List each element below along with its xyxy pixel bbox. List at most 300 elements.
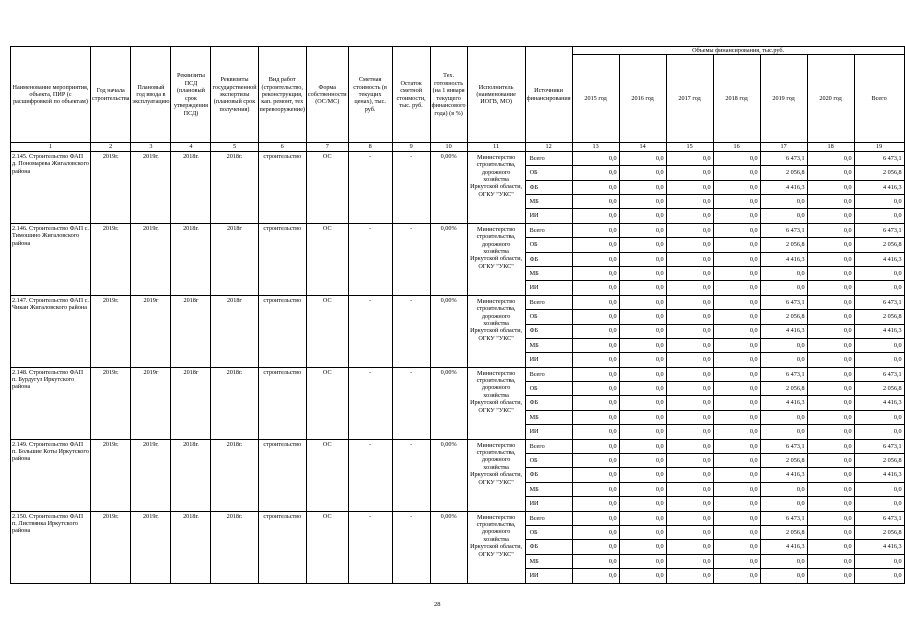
funding-value: 0,0: [572, 338, 619, 352]
expertise-date: 2018г.: [211, 151, 258, 223]
funding-value: 0,0: [572, 454, 619, 468]
funding-source: ФБ: [525, 324, 572, 338]
funding-value: 0,0: [666, 209, 713, 223]
start-year: 2019г.: [91, 223, 131, 295]
ownership-form: ОС: [306, 295, 348, 367]
funding-value: 2 056,8: [760, 310, 807, 324]
funding-value: 0,0: [619, 209, 666, 223]
funding-value: 0,0: [666, 569, 713, 583]
readiness-percent: 0,00%: [430, 295, 467, 367]
total-value: 0,0: [854, 194, 904, 208]
funding-source: ИИ: [525, 209, 572, 223]
funding-value: 0,0: [807, 396, 854, 410]
total-value: 0,0: [854, 569, 904, 583]
funding-value: 0,0: [666, 425, 713, 439]
remaining-cost: -: [392, 367, 430, 439]
total-value: 6 473,1: [854, 367, 904, 381]
funding-value: 0,0: [713, 554, 760, 568]
col-cost-header: Сметная стоимость (в текущих ценах), тыс. руб.: [348, 47, 392, 143]
funding-value: 0,0: [572, 540, 619, 554]
funding-value: 0,0: [713, 497, 760, 511]
funding-value: 0,0: [760, 209, 807, 223]
funding-value: 0,0: [713, 468, 760, 482]
header-row-1: [11, 47, 905, 55]
funding-source: ИИ: [525, 425, 572, 439]
column-number: 3: [131, 143, 171, 151]
funding-value: 0,0: [760, 353, 807, 367]
funding-value: 0,0: [807, 525, 854, 539]
executor: Министерство строительства, дорожного хозяйства Иркутской области, ОГКУ "УКС": [467, 295, 525, 367]
funding-value: 4 416,3: [760, 396, 807, 410]
total-value: 2 056,8: [854, 310, 904, 324]
remaining-cost: -: [392, 223, 430, 295]
funding-source: ОБ: [525, 310, 572, 324]
total-value: 4 416,3: [854, 324, 904, 338]
funding-value: 0,0: [666, 511, 713, 525]
col-work-header: Вид работ (строительство, реконструкция, кап. ремонт, тех перевооружение): [258, 47, 306, 143]
funding-value: 0,0: [572, 439, 619, 453]
funding-value: 4 416,3: [760, 540, 807, 554]
work-type: строительство: [258, 439, 306, 511]
funding-value: 0,0: [807, 194, 854, 208]
funding-value: 0,0: [666, 482, 713, 496]
funding-value: 6 473,1: [760, 151, 807, 165]
funding-value: 0,0: [572, 180, 619, 194]
funding-value: 0,0: [807, 367, 854, 381]
funding-value: 0,0: [572, 194, 619, 208]
funding-value: 0,0: [807, 454, 854, 468]
object-name: 2.147. Строительство ФАП с. Чикан Жигаловского района: [11, 295, 91, 367]
funding-value: 0,0: [619, 324, 666, 338]
funding-source: ФБ: [525, 252, 572, 266]
funding-value: 0,0: [619, 439, 666, 453]
funding-value: 0,0: [572, 209, 619, 223]
funding-source: Всего: [525, 367, 572, 381]
funding-value: 0,0: [619, 497, 666, 511]
object-name: 2.146. Строительство ФАП с. Тимошино Жигаловского района: [11, 223, 91, 295]
funding-source: ОБ: [525, 382, 572, 396]
column-number: 9: [392, 143, 430, 151]
psd-date: 2018г.: [171, 223, 211, 295]
total-value: 6 473,1: [854, 439, 904, 453]
column-number: 15: [666, 143, 713, 151]
funding-value: 0,0: [666, 497, 713, 511]
total-value: 4 416,3: [854, 540, 904, 554]
readiness-percent: 0,00%: [430, 151, 467, 223]
funding-source: ИИ: [525, 497, 572, 511]
funding-value: 0,0: [807, 382, 854, 396]
total-value: 0,0: [854, 338, 904, 352]
funding-value: 0,0: [713, 151, 760, 165]
funding-table: [10, 46, 905, 584]
column-number: 17: [760, 143, 807, 151]
funding-value: 0,0: [619, 338, 666, 352]
funding-value: 0,0: [807, 295, 854, 309]
executor: Министерство строительства, дорожного хозяйства Иркутской области, ОГКУ "УКС": [467, 367, 525, 439]
table-row: [11, 511, 905, 525]
funding-value: 0,0: [572, 281, 619, 295]
funding-value: 0,0: [666, 238, 713, 252]
expertise-date: 2018г: [211, 223, 258, 295]
funding-value: 0,0: [619, 525, 666, 539]
page-number: 28: [434, 601, 441, 608]
funding-value: 0,0: [807, 324, 854, 338]
ownership-form: ОС: [306, 151, 348, 223]
funding-value: 0,0: [619, 468, 666, 482]
total-value: 4 416,3: [854, 396, 904, 410]
funding-value: 0,0: [572, 353, 619, 367]
total-value: 2 056,8: [854, 525, 904, 539]
column-number: 1: [11, 143, 91, 151]
funding-value: 0,0: [572, 295, 619, 309]
funding-value: 0,0: [619, 367, 666, 381]
column-number: 18: [807, 143, 854, 151]
funding-value: 0,0: [807, 468, 854, 482]
funding-value: 2 056,8: [760, 166, 807, 180]
funding-value: 0,0: [760, 266, 807, 280]
table-row: [11, 295, 905, 309]
funding-value: 0,0: [713, 252, 760, 266]
year-header: 2016 год: [619, 55, 666, 143]
table-row: [11, 151, 905, 165]
total-value: 6 473,1: [854, 295, 904, 309]
funding-value: 0,0: [666, 554, 713, 568]
remaining-cost: -: [392, 439, 430, 511]
funding-value: 2 056,8: [760, 525, 807, 539]
readiness-percent: 0,00%: [430, 439, 467, 511]
funding-value: 0,0: [713, 569, 760, 583]
funding-source: ИИ: [525, 353, 572, 367]
funding-source: Всего: [525, 151, 572, 165]
funding-value: 0,0: [807, 497, 854, 511]
funding-value: 0,0: [760, 410, 807, 424]
funding-value: 0,0: [807, 180, 854, 194]
funding-value: 0,0: [666, 281, 713, 295]
funding-value: 6 473,1: [760, 439, 807, 453]
funding-value: 0,0: [713, 454, 760, 468]
commission-year: 2019г: [131, 367, 171, 439]
funding-group-header: Объемы финансирования, тыс.руб.: [572, 47, 904, 55]
funding-value: 0,0: [619, 569, 666, 583]
funding-value: 0,0: [619, 151, 666, 165]
funding-value: 0,0: [807, 310, 854, 324]
funding-value: 0,0: [807, 482, 854, 496]
column-number: 4: [171, 143, 211, 151]
funding-value: 0,0: [666, 396, 713, 410]
funding-source: МБ: [525, 482, 572, 496]
commission-year: 2019г.: [131, 439, 171, 511]
funding-value: 0,0: [572, 151, 619, 165]
estimated-cost: -: [348, 151, 392, 223]
funding-value: 2 056,8: [760, 238, 807, 252]
funding-value: 0,0: [713, 382, 760, 396]
funding-value: 4 416,3: [760, 468, 807, 482]
year-header: 2015 год: [572, 55, 619, 143]
funding-value: 0,0: [619, 511, 666, 525]
psd-date: 2018г.: [171, 511, 211, 583]
col-remaining-header: Остаток сметной стоимости, тыс. руб.: [392, 47, 430, 143]
funding-value: 0,0: [807, 353, 854, 367]
funding-value: 0,0: [572, 554, 619, 568]
commission-year: 2019г.: [131, 151, 171, 223]
funding-value: 6 473,1: [760, 367, 807, 381]
column-number: 11: [467, 143, 525, 151]
column-number: 6: [258, 143, 306, 151]
funding-value: 0,0: [713, 396, 760, 410]
total-value: 0,0: [854, 281, 904, 295]
funding-value: 0,0: [666, 410, 713, 424]
funding-value: 0,0: [807, 166, 854, 180]
expertise-date: 2018г.: [211, 367, 258, 439]
remaining-cost: -: [392, 511, 430, 583]
funding-value: 0,0: [572, 482, 619, 496]
psd-date: 2018г: [171, 367, 211, 439]
funding-value: 0,0: [807, 569, 854, 583]
funding-value: 0,0: [713, 338, 760, 352]
funding-value: 0,0: [619, 252, 666, 266]
start-year: 2019г.: [91, 439, 131, 511]
table-row: [11, 439, 905, 453]
funding-value: 0,0: [713, 223, 760, 237]
table-row: [11, 223, 905, 237]
funding-value: 0,0: [807, 511, 854, 525]
total-value: 0,0: [854, 353, 904, 367]
funding-value: 0,0: [666, 540, 713, 554]
funding-value: 0,0: [666, 367, 713, 381]
start-year: 2019г.: [91, 151, 131, 223]
commission-year: 2019г: [131, 295, 171, 367]
funding-value: 0,0: [713, 353, 760, 367]
funding-value: 0,0: [713, 295, 760, 309]
funding-value: 0,0: [666, 223, 713, 237]
funding-source: МБ: [525, 194, 572, 208]
funding-value: 0,0: [666, 468, 713, 482]
year-header: 2017 год: [666, 55, 713, 143]
remaining-cost: -: [392, 151, 430, 223]
readiness-percent: 0,00%: [430, 367, 467, 439]
funding-value: 2 056,8: [760, 454, 807, 468]
column-number: 2: [91, 143, 131, 151]
column-number: 13: [572, 143, 619, 151]
funding-value: 0,0: [572, 425, 619, 439]
total-value: 4 416,3: [854, 180, 904, 194]
funding-value: 0,0: [572, 166, 619, 180]
funding-source: ИИ: [525, 281, 572, 295]
funding-value: 0,0: [666, 454, 713, 468]
column-number: 8: [348, 143, 392, 151]
column-number: 7: [306, 143, 348, 151]
funding-value: 0,0: [713, 410, 760, 424]
readiness-percent: 0,00%: [430, 223, 467, 295]
readiness-percent: 0,00%: [430, 511, 467, 583]
psd-date: 2018г.: [171, 439, 211, 511]
funding-value: 0,0: [713, 540, 760, 554]
funding-value: 0,0: [807, 425, 854, 439]
total-value: 4 416,3: [854, 252, 904, 266]
remaining-cost: -: [392, 295, 430, 367]
funding-value: 0,0: [619, 194, 666, 208]
funding-value: 0,0: [572, 223, 619, 237]
funding-value: 0,0: [619, 166, 666, 180]
funding-value: 0,0: [713, 266, 760, 280]
funding-value: 0,0: [666, 338, 713, 352]
funding-value: 4 416,3: [760, 180, 807, 194]
funding-value: 0,0: [666, 353, 713, 367]
col-ownership-header: Форма собственности (ОС/МС): [306, 47, 348, 143]
funding-value: 0,0: [572, 525, 619, 539]
funding-value: 0,0: [666, 324, 713, 338]
funding-value: 0,0: [760, 497, 807, 511]
estimated-cost: -: [348, 295, 392, 367]
funding-value: 0,0: [713, 511, 760, 525]
funding-source: Всего: [525, 439, 572, 453]
work-type: строительство: [258, 151, 306, 223]
psd-date: 2018г: [171, 295, 211, 367]
funding-value: 0,0: [713, 425, 760, 439]
funding-value: 0,0: [572, 410, 619, 424]
expertise-date: 2018г.: [211, 439, 258, 511]
funding-value: 0,0: [760, 281, 807, 295]
document-page: [10, 46, 905, 584]
funding-source: ФБ: [525, 180, 572, 194]
total-value: 2 056,8: [854, 238, 904, 252]
start-year: 2019г.: [91, 295, 131, 367]
funding-source: ФБ: [525, 396, 572, 410]
funding-value: 0,0: [807, 252, 854, 266]
estimated-cost: -: [348, 439, 392, 511]
funding-value: 0,0: [807, 209, 854, 223]
funding-value: 0,0: [572, 252, 619, 266]
column-number: 10: [430, 143, 467, 151]
funding-value: 0,0: [713, 209, 760, 223]
funding-value: 0,0: [572, 324, 619, 338]
funding-value: 0,0: [713, 525, 760, 539]
funding-value: 0,0: [619, 310, 666, 324]
funding-value: 0,0: [619, 540, 666, 554]
col-expertise-header: Реквизиты государственной экспертизы (плановый срок получения): [211, 47, 258, 143]
work-type: строительство: [258, 295, 306, 367]
funding-value: 0,0: [619, 281, 666, 295]
funding-value: 0,0: [572, 382, 619, 396]
funding-value: 0,0: [619, 295, 666, 309]
funding-value: 0,0: [807, 410, 854, 424]
funding-value: 0,0: [666, 166, 713, 180]
total-value: 2 056,8: [854, 166, 904, 180]
year-header: 2018 год: [713, 55, 760, 143]
funding-value: 0,0: [572, 468, 619, 482]
expertise-date: 2018г.: [211, 511, 258, 583]
funding-value: 0,0: [807, 223, 854, 237]
funding-value: 0,0: [619, 425, 666, 439]
funding-source: ОБ: [525, 525, 572, 539]
funding-value: 0,0: [807, 238, 854, 252]
total-value: 0,0: [854, 554, 904, 568]
funding-value: 0,0: [713, 238, 760, 252]
funding-value: 0,0: [619, 180, 666, 194]
column-numbers-row: [11, 143, 905, 151]
ownership-form: ОС: [306, 439, 348, 511]
total-value: 6 473,1: [854, 151, 904, 165]
funding-source: ИИ: [525, 569, 572, 583]
funding-value: 0,0: [666, 252, 713, 266]
estimated-cost: -: [348, 223, 392, 295]
funding-value: 0,0: [666, 295, 713, 309]
work-type: строительство: [258, 223, 306, 295]
funding-value: 0,0: [619, 223, 666, 237]
funding-source: Всего: [525, 511, 572, 525]
funding-value: 6 473,1: [760, 295, 807, 309]
funding-value: 0,0: [807, 151, 854, 165]
start-year: 2019г.: [91, 367, 131, 439]
object-name: 2.149. Строительство ФАП п. Большие Коты Иркутского района: [11, 439, 91, 511]
ownership-form: ОС: [306, 223, 348, 295]
total-value: 0,0: [854, 482, 904, 496]
column-number: 19: [854, 143, 904, 151]
funding-value: 0,0: [666, 194, 713, 208]
funding-value: 0,0: [760, 194, 807, 208]
funding-value: 0,0: [572, 497, 619, 511]
funding-value: 0,0: [666, 310, 713, 324]
col-source-header: Источники финансирования: [525, 47, 572, 143]
funding-source: ФБ: [525, 468, 572, 482]
funding-value: 4 416,3: [760, 252, 807, 266]
funding-source: ОБ: [525, 238, 572, 252]
funding-value: 0,0: [807, 439, 854, 453]
commission-year: 2019г.: [131, 511, 171, 583]
funding-value: 0,0: [713, 324, 760, 338]
funding-value: 0,0: [713, 281, 760, 295]
funding-value: 0,0: [713, 180, 760, 194]
funding-value: 0,0: [666, 180, 713, 194]
funding-value: 0,0: [572, 238, 619, 252]
total-value: 2 056,8: [854, 454, 904, 468]
estimated-cost: -: [348, 367, 392, 439]
funding-value: 0,0: [666, 439, 713, 453]
funding-value: 0,0: [807, 338, 854, 352]
funding-value: 0,0: [713, 482, 760, 496]
executor: Министерство строительства, дорожного хозяйства Иркутской области, ОГКУ "УКС": [467, 223, 525, 295]
total-value: 6 473,1: [854, 511, 904, 525]
funding-source: МБ: [525, 554, 572, 568]
funding-value: 0,0: [572, 569, 619, 583]
funding-value: 0,0: [760, 338, 807, 352]
funding-value: 0,0: [713, 194, 760, 208]
funding-value: 0,0: [572, 310, 619, 324]
funding-value: 0,0: [666, 151, 713, 165]
funding-source: ФБ: [525, 540, 572, 554]
funding-value: 0,0: [713, 439, 760, 453]
total-value: 0,0: [854, 497, 904, 511]
ownership-form: ОС: [306, 367, 348, 439]
funding-value: 6 473,1: [760, 511, 807, 525]
work-type: строительство: [258, 511, 306, 583]
executor: Министерство строительства, дорожного хозяйства Иркутской области, ОГКУ "УКС": [467, 151, 525, 223]
total-value: 0,0: [854, 266, 904, 280]
funding-value: 6 473,1: [760, 223, 807, 237]
funding-value: 0,0: [619, 410, 666, 424]
funding-value: 0,0: [760, 425, 807, 439]
funding-value: 0,0: [666, 382, 713, 396]
funding-source: Всего: [525, 295, 572, 309]
col-commission-header: Плановый год ввода в эксплуатацию: [131, 47, 171, 143]
estimated-cost: -: [348, 511, 392, 583]
funding-value: 0,0: [807, 554, 854, 568]
column-number: 5: [211, 143, 258, 151]
funding-value: 0,0: [760, 569, 807, 583]
funding-value: 0,0: [572, 396, 619, 410]
funding-value: 0,0: [619, 554, 666, 568]
total-value: 2 056,8: [854, 382, 904, 396]
